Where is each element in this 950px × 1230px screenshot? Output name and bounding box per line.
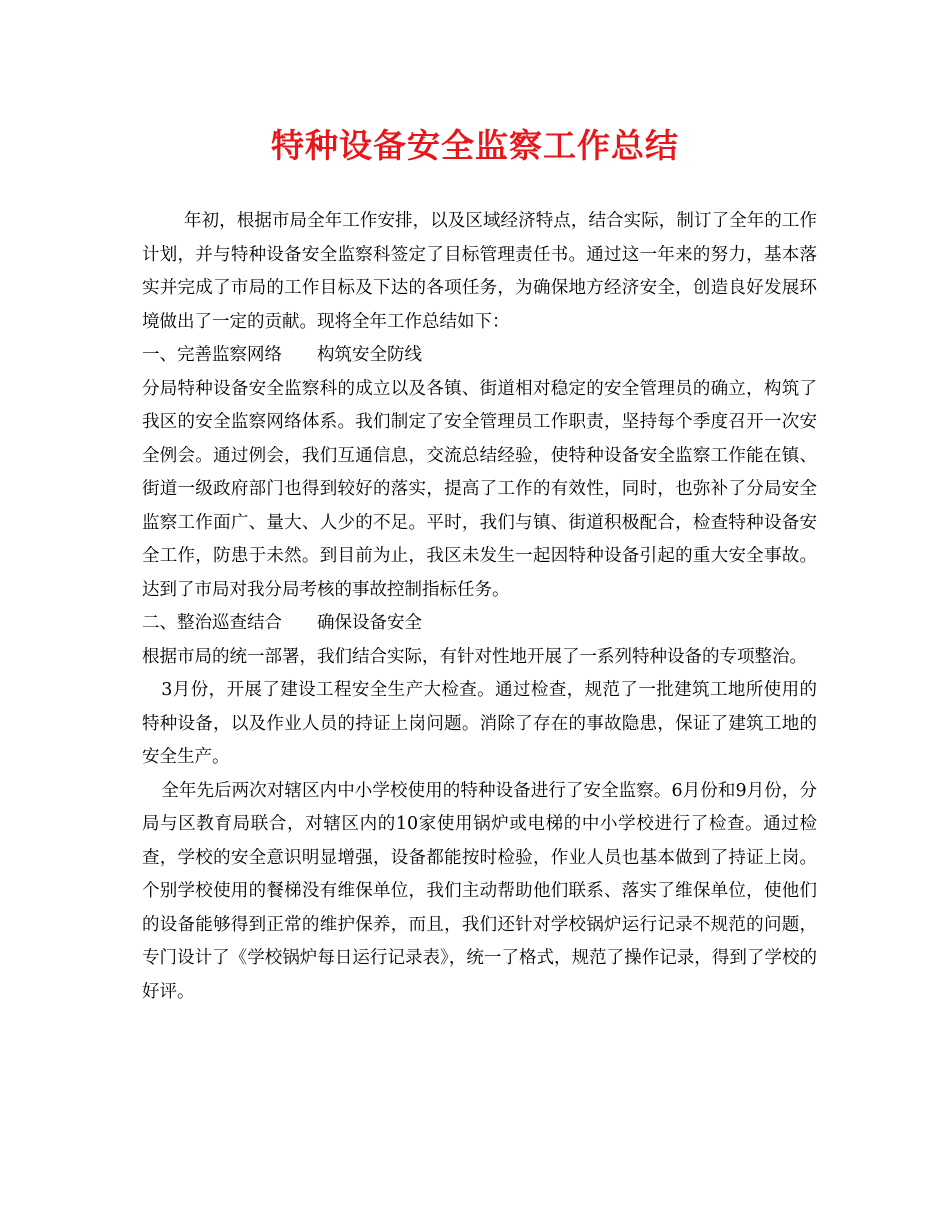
section2-paragraph-3: 全年先后两次对辖区内中小学校使用的特种设备进行了安全监察。6月份和9月份，分局与区教育局联合，对辖区内的10家使用锅炉或电梯的中小学校进行了检查。通过检查，学校的安全意识明显增强，设备都能按时检验，作业人员也基本做到了持证上岗。个别学校使用的餐梯没有维保单位，我们主动帮助他们联系、落实了维保单位，使他们的设备能够得到正常的维护保养，而且，我们还针对学校锅炉运行记录不规范的问题，专门设计了《学校锅炉每日运行记录表》，统一了格式，规范了操作记录，得到了学校的好评。 <box>142 780 817 1002</box>
intro-paragraph: 年初，根据市局全年工作安排，以及区域经济特点，结合实际，制订了全年的工作计划，并与特种设备安全监察科签定了目标管理责任书。通过这一年来的努力，基本落实并完成了市局的工作目标及下达的各项任务，为确保地方经济安全，创造良好发展环境做出了一定的贡献。现将全年工作总结如下： <box>142 211 817 332</box>
document-title: 特种设备安全监察工作总结 <box>271 126 679 165</box>
section1-paragraph: 分局特种设备安全监察科的成立以及各镇、街道相对稳定的安全管理员的确立，构筑了我区的安全监察网络体系。我们制定了安全管理员工作职责，坚持每个季度召开一次安全例会。通过例会，我们互通信息，交流总结经验，使特种设备安全监察工作能在镇、街道一级政府部门也得到较好的落实，提高了工作的有效性，同时，也弥补了分局安全监察工作面广、量大、人少的不足。平时，我们与镇、街道积极配合，检查特种设备安全工作，防患于未然。到目前为止，我区未发生一起因特种设备引起的重大安全事故。达到了市局对我分局考核的事故控制指标任务。 <box>142 378 817 600</box>
document-body <box>142 205 817 1009</box>
section-heading-2: 二、整治巡查结合 确保设备安全 <box>142 613 422 633</box>
section-heading-1: 一、完善监察网络 构筑安全防线 <box>142 345 422 365</box>
section2-paragraph-2: 3月份，开展了建设工程安全生产大检查。通过检查，规范了一批建筑工地所使用的特种设备，以及作业人员的持证上岗问题。消除了存在的事故隐患，保证了建筑工地的安全生产。 <box>142 680 817 767</box>
section2-paragraph-1: 根据市局的统一部署，我们结合实际，有针对性地开展了一系列特种设备的专项整治。 <box>142 646 807 667</box>
